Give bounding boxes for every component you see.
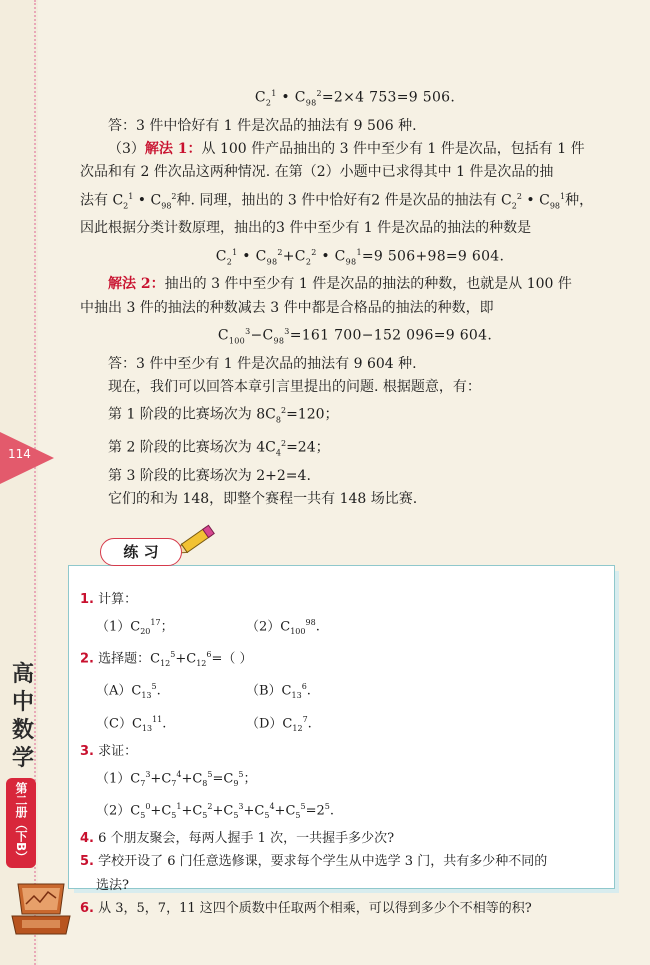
- exercise-q2-ab: $(A)C_{13}^5$. $(B)C_{13}^6$.: [96, 682, 311, 701]
- stage-2-line: 第 2 阶段的比赛场次为 $4C_4^2=24$；: [108, 439, 330, 458]
- answer-2: 答：3 件中至少有 1 件是次品的抽法有 9 604 种.: [108, 355, 417, 372]
- part3-line-2: 次品和有 2 件次品这两种情况. 在第（2）小题中已求得其中 1 件是次品的抽: [80, 164, 554, 181]
- exercise-q5-cont: 选法?: [96, 877, 129, 893]
- method2-label: 解法 2：: [108, 276, 165, 293]
- part3-line-4: 因此根据分类计数原理，抽出的3 件中至少有 1 件是次品的抽法的种数是: [80, 220, 532, 237]
- side-book-title: 高中数学: [11, 661, 34, 771]
- exercise-q5: 5. 学校开设了 6 门任意选修课，要求每个学生从中选学 3 门，共有多少种不同的: [80, 854, 548, 870]
- stage-3-line: 第 3 阶段的比赛场次为 2+2=4.: [108, 467, 311, 484]
- method2-line-2: 中抽出 3 件的抽法的种数减去 3 件中都是合格品的抽法的种数，即: [80, 299, 494, 316]
- intro-line: 现在，我们可以回答本章引言里提出的问题. 根据题意，有：: [108, 379, 481, 396]
- page-number: 114: [8, 447, 31, 461]
- part3-line-3: 法有 $C_2^1$ • $C_{98}^2$种. 同理，抽出的 3 件中恰好有2 件是次品的抽法有 $C_2^2$ • $C_{98}^1$种，: [80, 191, 594, 211]
- formula-line-3: $C_{100}^3-C_{98}^3=161$ 700−152 096=9 604.: [217, 327, 493, 346]
- formula-line-1: $C_2^1$ • $C_{98}^2=2\times 4$ 753=9 506.: [254, 89, 456, 108]
- exercise-q3-1: $(1)C_7^3+C_7^4+C_8^5=C_9^5$；: [96, 769, 257, 788]
- method2-line-1: 解法 2：抽出的 3 件中至少有 1 件是次品的抽法的种数，也就是从 100 件: [108, 276, 572, 293]
- exercise-q3: 3. 求证：: [80, 743, 138, 759]
- exercise-q6: 6. 从 3，5，7，11 这四个质数中任取两个相乘，可以得到多少个不相等的积?: [80, 900, 532, 916]
- method1-label: 解法 1：: [144, 141, 202, 158]
- volume-badge: 第二册（下B）: [6, 778, 36, 868]
- exercise-q4: 4. 6 个朋友聚会，每两人握手 1 次，一共握手多少次?: [80, 831, 395, 847]
- part3-line-1: （3）解法 1：从 100 件产品抽出的 3 件中至少有 1 件是次品，包括有 1 件: [108, 141, 585, 158]
- exercise-header: 练 习: [100, 538, 182, 566]
- exercise-q1: 1. 计算：: [80, 592, 138, 607]
- exercise-list: [80, 588, 610, 920]
- main-text: [80, 82, 620, 511]
- exercise-q2: 2. 选择题：$C_{12}^5+C_{12}^6=$（ ）: [80, 650, 253, 669]
- formula-line-2: $C_2^1$ • $C_{98}^2+C_2^2$ • $C_{98}^1=9$ 506+98=9 604.: [215, 247, 505, 267]
- answer-1: 答：3 件中恰好有 1 件是次品的抽法有 9 506 种.: [108, 117, 417, 134]
- stage-1-line: 第 1 阶段的比赛场次为 $8C_8^2=120$；: [108, 406, 339, 425]
- total-line: 它们的和为 148，即整个赛程一共有 148 场比赛.: [108, 491, 418, 508]
- laptop-icon: [8, 880, 74, 940]
- exercise-q1-parts: $(1)C_{20}^{17}$； $(2)C_{100}^{98}$.: [96, 618, 320, 637]
- exercise-q2-cd: $(C)C_{13}^{11}$. $(D)C_{12}^7$.: [96, 714, 312, 733]
- exercise-q3-2: $(2)C_5^0+C_5^1+C_5^2+C_5^3+C_5^4+C_5^5=2^5$.: [96, 802, 334, 820]
